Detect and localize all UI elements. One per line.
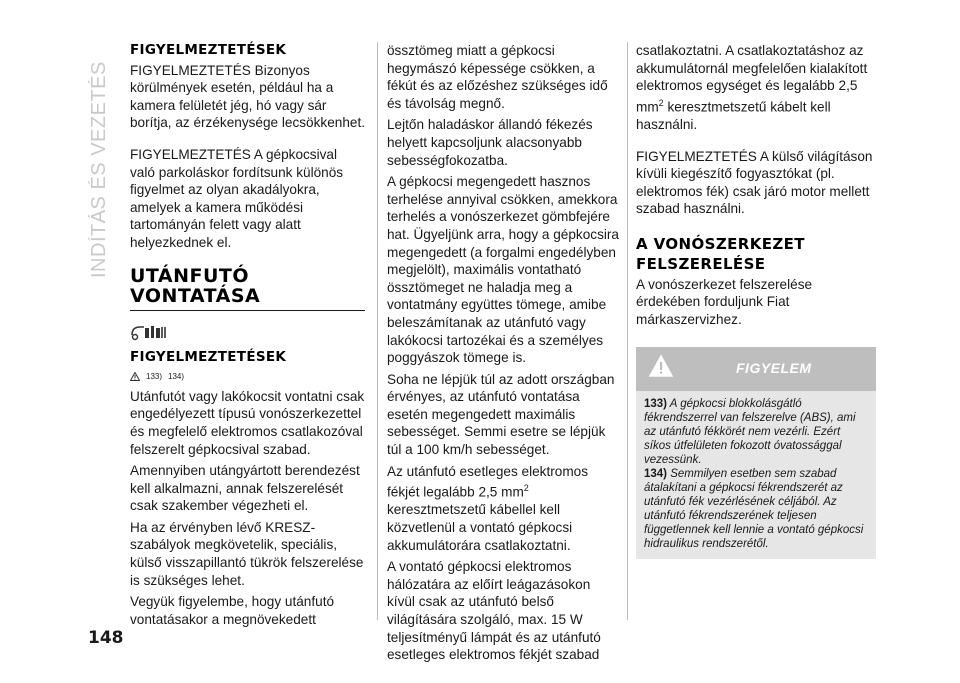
paragraph: Ha az érvényben lévő KRESZ-szabályok megkövetelik, speciális, külső visszapillantó tükrök felszerelése is szükséges lehet. — [130, 519, 364, 588]
paragraph: Amennyiben utángyártott berendezést kell alkalmazni, annak felszerelését csak szakember végezheti el. — [130, 463, 360, 514]
paragraph: Utánfutót vagy lakókocsit vontatni csak engedélyezett típusú vonószerkezettel és megfelelő elektromos csatlakozóval felszerelt gépkocsival szabad. — [130, 388, 365, 457]
chapter-title: INDÍTÁS ÉS VEZETÉS — [88, 61, 110, 278]
section-title-line2: VONTATÁSA — [130, 284, 261, 307]
section-title-line1: A VONÓSZERKEZET — [636, 234, 805, 253]
paragraph-text: csatlakoztatni. A csatlakoztatáshoz az akkumulátornál megfelelően kialakított elektromos egységet és legalább 2,5 mm — [636, 43, 868, 115]
column-3 — [636, 42, 876, 559]
warning-box — [636, 347, 876, 559]
section-divider — [130, 310, 365, 311]
paragraph: össztömeg miatt a gépkocsi hegymászó képessége csökken, a fékút és az előzéshez szükséges idő és távolság megnő. — [387, 43, 608, 111]
paragraph: FIGYELMEZTETÉS A gépkocsival való parkoláskor fordítsunk különös figyelmet az olyan akadályokra, amelyek a kamera működési tartományán felett vagy alatt helyezkednek el. — [130, 146, 344, 250]
paragraph: Lejtőn haladáskor állandó fékezés helyett kapcsoljunk alacsonyabb sebességfokozatba. — [387, 117, 593, 168]
reference-133: 133) — [146, 372, 163, 382]
paragraph: A gépkocsi megengedett hasznos terhelése annyival csökken, amekkora terhelés a vonószerkezet gömbfejére hat. Ügyeljünk arra, hogy a gépkocsira megengedett (a forgalmi engedélyben megjelölt), maximális vontatható össztömeget ne haladja meg a vontatmány együttes tömege, amibe beleszámítanak az utánfutó vagy lakókocsi tartozékai és a személyes poggyászok tömege is. — [387, 174, 619, 366]
paragraph: FIGYELMEZTETÉS A külső világításon kívüli kiegészítő fogyasztókat (pl. elektromos fék) csak járó motor mellett szabad használni. — [636, 148, 873, 217]
paragraph: A vonószerkezet felszerelése érdekében forduljunk Fiat márkaszervizhez. — [636, 276, 813, 328]
warning-text: Semmilyen esetben sem szabad átalakítani a gépkocsi fékrendszerét az utánfutó fék vezérlésének céljából. Az utánfutó fékrendszerének teljesen függetlennek kell lennie a vontató gépkocsi hidraulikus rendszerétől. — [644, 467, 864, 550]
warning-title: FIGYELEM — [736, 359, 812, 376]
paragraph: A vontató gépkocsi elektromos hálózatára az előírt leágazásokon kívül csak az utánfutó belső világítására szolgáló, max. 15 W teljesítményű lámpát és az utánfutó esetleges elektromos fékjét szabad — [387, 559, 601, 663]
column-separator — [377, 42, 378, 620]
warning-body — [636, 391, 876, 559]
column-separator — [627, 42, 628, 620]
heading-warnings-2: FIGYELMEZTETÉSEK — [130, 348, 287, 365]
side-chapter-tab — [88, 40, 114, 278]
superscript: 2 — [658, 97, 664, 108]
warning-references — [130, 368, 365, 386]
paragraph — [387, 463, 619, 555]
section-title-line1: UTÁNFUTÓ — [130, 264, 250, 287]
paragraph: Vegyük figyelembe, hogy utánfutó vontatásakor a megnövekedett — [130, 594, 335, 627]
paragraph-text: keresztmetszetű kábelt kell használni. — [636, 99, 831, 132]
warning-item-133 — [644, 397, 868, 467]
warning-header — [636, 347, 876, 391]
paragraph-text: keresztmetszetű kábellel kell közvetlenül a vontató gépkocsi akkumulátorára csatlakoztatni. — [387, 502, 573, 553]
warning-text: A gépkocsi blokkolásgátló fékrendszerrel van felszerelve (ABS), ami az utánfutó fékkörét nem vezérli. Ezért síkos útfelületen fokozott óvatossággal vezessünk. — [644, 397, 856, 466]
heading-warnings-1: FIGYELMEZTETÉSEK — [130, 42, 287, 58]
reference-134: 134) — [168, 372, 185, 382]
warning-triangle-icon — [130, 372, 140, 381]
paragraph: Soha ne lépjük túl az adott országban érvényes, az utánfutó vontatása esetén megengedett maximális sebességet. Semmi esetre se lépjük túl a 100 km/h sebességet. — [387, 371, 615, 458]
paragraph: FIGYELMEZTETÉS Bizonyos körülmények esetén, például ha a kamera felületét jég, hó vagy sár borítja, az érzékenysége lecsökkenhet. — [130, 62, 366, 131]
column-2 — [387, 42, 619, 668]
section-title-line2: FELSZERELÉSE — [636, 254, 766, 273]
column-1 — [130, 42, 365, 632]
warning-triangle-icon — [648, 354, 674, 378]
page-number: 148 — [88, 628, 124, 648]
tow-hook-icon — [130, 323, 172, 341]
warning-item-134 — [644, 467, 868, 551]
warning-number: 133) — [644, 397, 668, 410]
warning-number: 134) — [644, 467, 668, 480]
superscript: 2 — [523, 483, 529, 494]
paragraph — [636, 42, 876, 134]
paragraph-text: Az utánfutó esetleges elektromos fékjét legalább 2,5 mm — [387, 463, 588, 500]
